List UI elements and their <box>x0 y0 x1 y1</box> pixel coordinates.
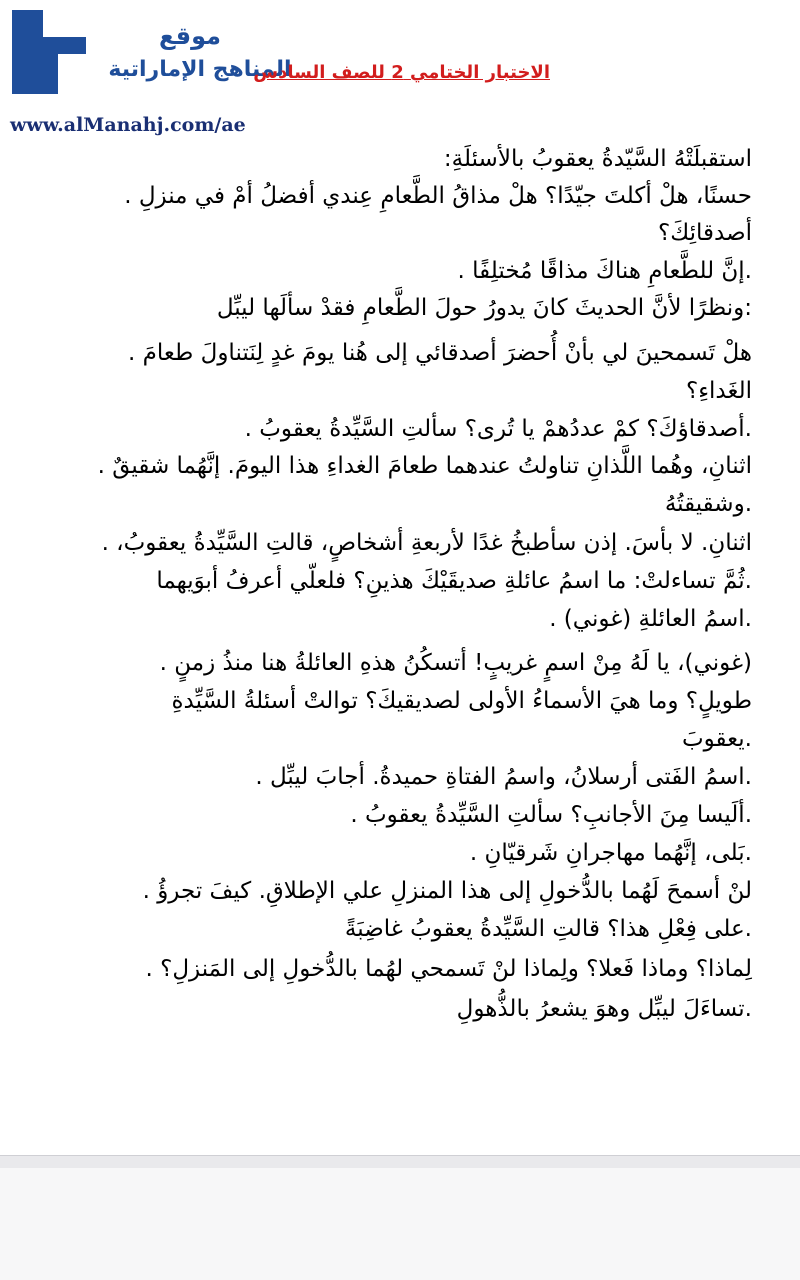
logo-text-name: المناهج الإماراتية <box>108 57 292 82</box>
story-line: اثنانِ، وهُما اللَّذانِ تناولتُ عندهما طعامَ الغداءِ هذا اليومَ. إنَّهُما شقيقٌ . <box>97 453 752 479</box>
story-line: طويلٍ؟ وما هيَ الأسماءُ الأولى لصديقيكَ؟ توالتْ أسئلةُ السَّيِّدةِ <box>171 688 752 714</box>
document-title: الاختبار الختامي 2 للصف السادس <box>253 62 550 83</box>
story-line: .ألَيسا مِنَ الأجانبِ؟ سألتِ السَّيِّدةُ يعقوبُ . <box>350 802 752 828</box>
story-line: لنْ أسمحَ لَهُما بالدُّخولِ إلى هذا المنزلِ علي الإطلاقِ. كيفَ تجرؤُ . <box>142 878 752 904</box>
story-line: اثنانِ. لا بأسَ. إذن سأطبخُ غدًا لأربعةِ أشخاصٍ، قالتِ السَّيِّدةُ يعقوبُ، . <box>101 530 752 556</box>
story-line: أصدقائِكَ؟ <box>658 220 752 246</box>
story-line: (غوني)، يا لَهُ مِنْ اسمٍ غريبٍ! أتسكُنُ هذهِ العائلةُ هنا منذُ زمنٍ . <box>159 650 752 676</box>
story-line: هلْ تَسمحينَ لي بأنْ أُحضرَ أصدقائي إلى هُنا يومَ غدٍ لِنَتناولَ طعامَ . <box>128 340 752 366</box>
page-edge <box>0 1155 800 1168</box>
story-line: .وشقيقتُهُ <box>664 491 752 517</box>
story-line: .أصدقاؤكَ؟ كمْ عددُهمْ يا تُرى؟ سألتِ السَّيِّدةُ يعقوبُ . <box>244 416 752 442</box>
story-line: .يعقوبَ <box>682 726 752 752</box>
story-line: .على فِعْلِ هذا؟ قالتِ السَّيِّدةُ يعقوبُ غاضِبَةً <box>344 916 752 942</box>
story-line: .اسمُ العائلةِ (غوني) . <box>549 606 752 632</box>
site-logo-mark <box>12 10 86 94</box>
story-line: .تساءَلَ ليبِّل وهوَ يشعرُ بالذُّهولِ <box>456 996 752 1022</box>
story-line: :ونظرًا لأنَّ الحديثَ كانَ يدورُ حولَ الطَّعامِ فقدْ سألَها ليبِّل <box>216 295 752 321</box>
site-url-link[interactable]: www.alManahj.com/ae <box>10 114 246 136</box>
story-line: لِماذا؟ وماذا فَعلا؟ ولِماذا لنْ تَسمحي لهُما بالدُّخولِ إلى المَنزلِ؟ . <box>145 956 752 982</box>
logo-text-site: موقع <box>158 22 221 50</box>
story-line: .اسمُ الفَتى أرسلانُ، واسمُ الفتاةِ حميدةُ. أجابَ ليبِّل . <box>255 764 752 790</box>
story-line: .ثُمَّ تساءلتْ: ما اسمُ عائلةِ صديقَيْكَ هذينِ؟ فلعلّي أعرفُ أبوَيهما <box>156 568 752 594</box>
story-line: .إنَّ للطَّعامِ هناكَ مذاقًا مُختلِفًا . <box>457 258 752 284</box>
story-line: حسنًا، هلْ أكلتَ جيّدًا؟ هلْ مذاقُ الطَّعامِ عِندي أفضلُ أمْ في منزلِ . <box>124 183 752 209</box>
story-line: .بَلى، إنَّهُما مهاجرانِ شَرقيّانِ . <box>469 840 752 866</box>
viewer-background <box>0 1168 800 1280</box>
story-line: استقبلَتْهُ السَّيّدةُ يعقوبُ بالأسئلَةِ: <box>443 146 752 172</box>
story-line: الغَداءِ؟ <box>686 378 752 404</box>
